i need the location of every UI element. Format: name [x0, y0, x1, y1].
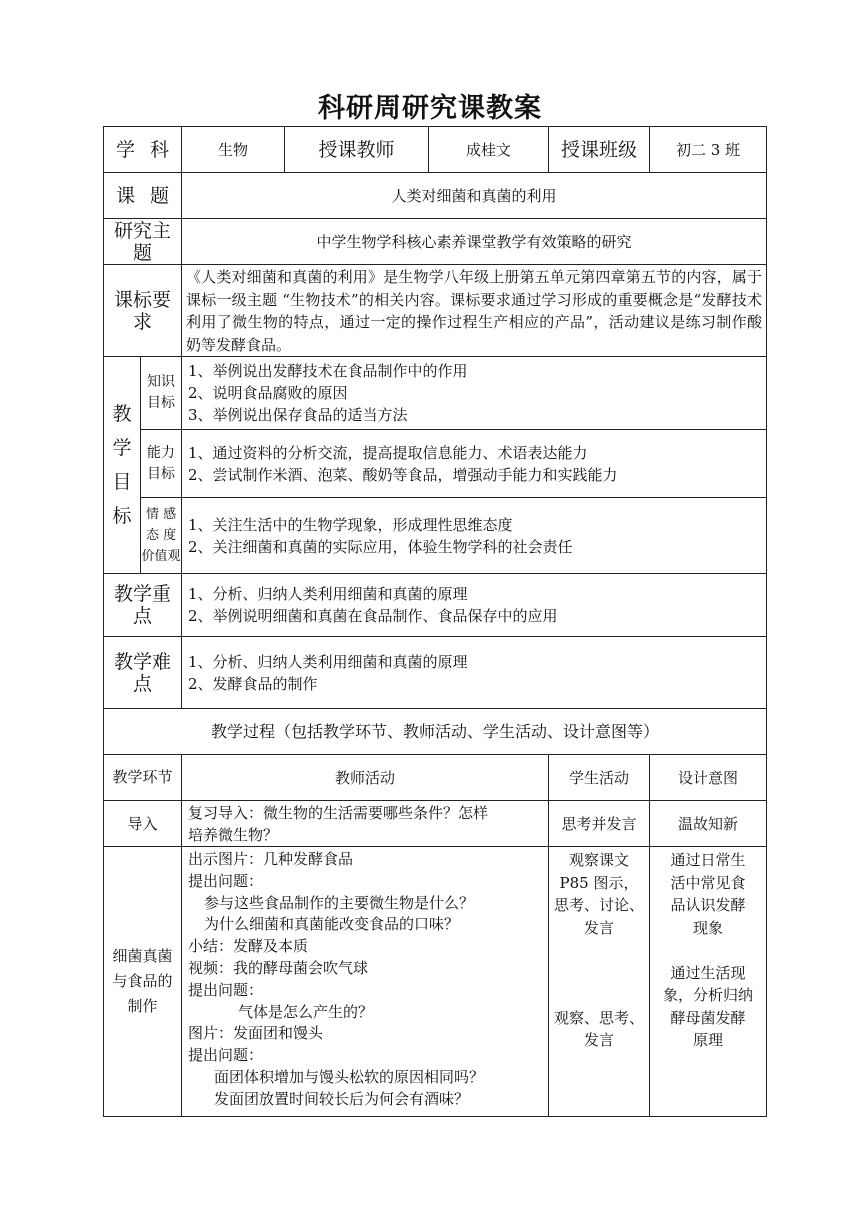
topic-row [104, 173, 767, 219]
design-intent-line: 通过日常生 [670, 851, 746, 869]
goals-label-char: 标 [112, 505, 132, 527]
ability-goal-label [141, 430, 182, 498]
ability-goal-label-line: 目标 [147, 465, 175, 482]
design-intent-line: 酵母菌发酵 [670, 1008, 746, 1027]
research-value: 中学生物学科核心素养课堂教学有效策略的研究 [182, 219, 767, 265]
topic-label: 课 题 [104, 173, 182, 219]
ability-goal-item: 1、通过资料的分析交流，提高提取信息能力、术语表达能力 [188, 443, 588, 462]
teacher-activity-line: 图片：发面团和馒头 [188, 1024, 324, 1043]
emotion-goal-label [141, 498, 182, 574]
emotion-goal-item: 2、关注细菌和真菌的实际应用，体验生物学科的社会责任 [188, 537, 573, 556]
teacher-activity-cell [182, 801, 549, 847]
ability-goal-label-line: 能力 [147, 444, 175, 461]
student-activity-line: 发言 [584, 918, 615, 937]
teacher-activity-line: 复习导入：微生物的生活需要哪些条件？怎样 [188, 803, 489, 822]
student-activity-cell [549, 847, 650, 1117]
student-activity-line: 思考、讨论、 [554, 896, 645, 914]
process-row-intro [104, 801, 767, 847]
standard-label: 课标要求 [104, 265, 182, 357]
design-intent-line: 通过生活现 [670, 963, 746, 982]
design-column-header: 设计意图 [650, 755, 767, 801]
teacher-activity-line: 发面团放置时间较长后为何会有酒味？ [214, 1089, 470, 1108]
teacher-value: 成桂文 [429, 127, 549, 173]
student-column-header: 学生活动 [549, 755, 650, 801]
knowledge-goal-item: 3、举例说出保存食品的适当方法 [188, 406, 408, 424]
stage-column-header: 教学环节 [104, 755, 182, 801]
knowledge-goal-items [182, 357, 767, 430]
student-activity-line [551, 984, 647, 1007]
design-intent-line: 活中常见食 [670, 873, 746, 892]
topic-value: 人类对细菌和真菌的利用 [182, 173, 767, 219]
difficulty-item: 1、分析、归纳人类利用细菌和真菌的原理 [188, 652, 468, 671]
teacher-activity-line: 视频：我的酵母菌会吹气球 [188, 958, 369, 977]
class-value: 初二 3 班 [650, 127, 767, 173]
stage-cell: 细菌真菌与食品的制作 [104, 847, 182, 1117]
teacher-activity-line: 培养微生物？ [188, 825, 279, 844]
goals-ability-row [104, 430, 767, 498]
student-activity-line: P85 图示， [559, 873, 639, 892]
design-intent-cell [650, 847, 767, 1117]
student-activity-line: 发言 [584, 1031, 615, 1049]
emotion-goal-label-line: 情 感 [145, 507, 177, 522]
teacher-activity-cell [182, 847, 549, 1117]
key-point-item: 1、分析、归纳人类利用细菌和真菌的原理 [188, 585, 468, 603]
ability-goal-items [182, 430, 767, 498]
teacher-column-header: 教师活动 [182, 755, 549, 801]
knowledge-goal-label-line: 目标 [147, 395, 175, 411]
student-activity-line: 观察课文 [569, 851, 630, 869]
key-point-item: 2、举例说明细菌和真菌在食品制作、食品保存中的应用 [188, 607, 558, 625]
difficulties-items [182, 637, 767, 709]
design-intent-line: 现象 [693, 918, 724, 937]
goals-emotion-row [104, 498, 767, 574]
knowledge-goal-item: 1、举例说出发酵技术在食品制作中的作用 [188, 362, 468, 380]
teacher-activity-line: 出示图片：几种发酵食品 [188, 850, 354, 868]
emotion-goal-label-line: 态 度 [145, 528, 177, 543]
ability-goal-item: 2、尝试制作米酒、泡菜、酸奶等食品，增强动手能力和实践能力 [188, 465, 618, 484]
goals-knowledge-row [104, 357, 767, 430]
emotion-goal-items [182, 498, 767, 574]
design-intent-line: 象，分析归纳 [663, 986, 754, 1004]
standard-row [104, 265, 767, 357]
process-heading: 教学过程（包括教学环节、教师活动、学生活动、设计意图等） [104, 709, 767, 755]
process-heading-row [104, 709, 767, 755]
student-activity-line [551, 939, 647, 962]
process-row-food [104, 847, 767, 1117]
standard-text: 《人类对细菌和真菌的利用》是生物学八年级上册第五单元第四章第五节的内容，属于课标一级主题 “生物技术”的相关内容。课标要求通过学习形成的重要概念是“发酵技术利用了微生物的特点，通过一定的操作过程生产相应的产品”，活动建议是练习制作酸奶等发酵食品。 [182, 265, 767, 357]
subject-label: 学 科 [104, 127, 182, 173]
student-activity-line [551, 962, 647, 985]
teacher-activity-line: 小结：发酵及本质 [188, 937, 309, 956]
student-activity-cell: 思考并发言 [549, 801, 650, 847]
emotion-goal-item: 1、关注生活中的生物学现象，形成理性思维态度 [188, 515, 513, 534]
teacher-activity-line: 气体是怎么产生的？ [238, 1002, 374, 1021]
key-points-items [182, 574, 767, 637]
teacher-activity-line: 提出问题： [188, 871, 264, 890]
research-row [104, 219, 767, 265]
knowledge-goal-item: 2、说明食品腐败的原因 [188, 384, 348, 402]
teacher-activity-line: 为什么细菌和真菌能改变食品的口味？ [204, 915, 460, 934]
difficulties-row [104, 637, 767, 709]
design-intent-line: 原理 [693, 1031, 724, 1049]
teacher-label: 授课教师 [285, 127, 429, 173]
teacher-activity-line: 面团体积增加与馒头松软的原因相同吗？ [214, 1067, 485, 1086]
goals-label-char: 目 [112, 471, 132, 493]
teacher-activity-line: 参与这些食品制作的主要微生物是什么？ [204, 893, 475, 912]
header-row [104, 127, 767, 173]
design-intent-line: 品认识发酵 [670, 896, 746, 914]
design-intent-cell: 温故知新 [650, 801, 767, 847]
difficulty-item: 2、发酵食品的制作 [188, 674, 318, 693]
emotion-goal-label-line: 价值观 [141, 549, 181, 564]
research-label: 研究主题 [104, 219, 182, 265]
difficulties-label: 教学难点 [104, 637, 182, 709]
process-columns-row [104, 755, 767, 801]
stage-cell: 导入 [104, 801, 182, 847]
class-label: 授课班级 [549, 127, 650, 173]
design-intent-line [652, 939, 764, 962]
student-activity-line: 观察、思考、 [554, 1008, 645, 1027]
teacher-activity-line: 提出问题： [188, 980, 264, 999]
teacher-activity-line: 提出问题： [188, 1046, 264, 1065]
goals-label-char: 学 [112, 437, 132, 459]
subject-value: 生物 [182, 127, 285, 173]
goals-label [104, 357, 141, 574]
goals-label-char: 教 [112, 403, 132, 425]
document-title: 科研周研究课教案 [318, 93, 542, 124]
lesson-plan-table [103, 126, 767, 1117]
key-points-row [104, 574, 767, 637]
key-points-label: 教学重点 [104, 574, 182, 637]
knowledge-goal-label-line: 知识 [147, 374, 175, 390]
knowledge-goal-label [141, 357, 182, 430]
